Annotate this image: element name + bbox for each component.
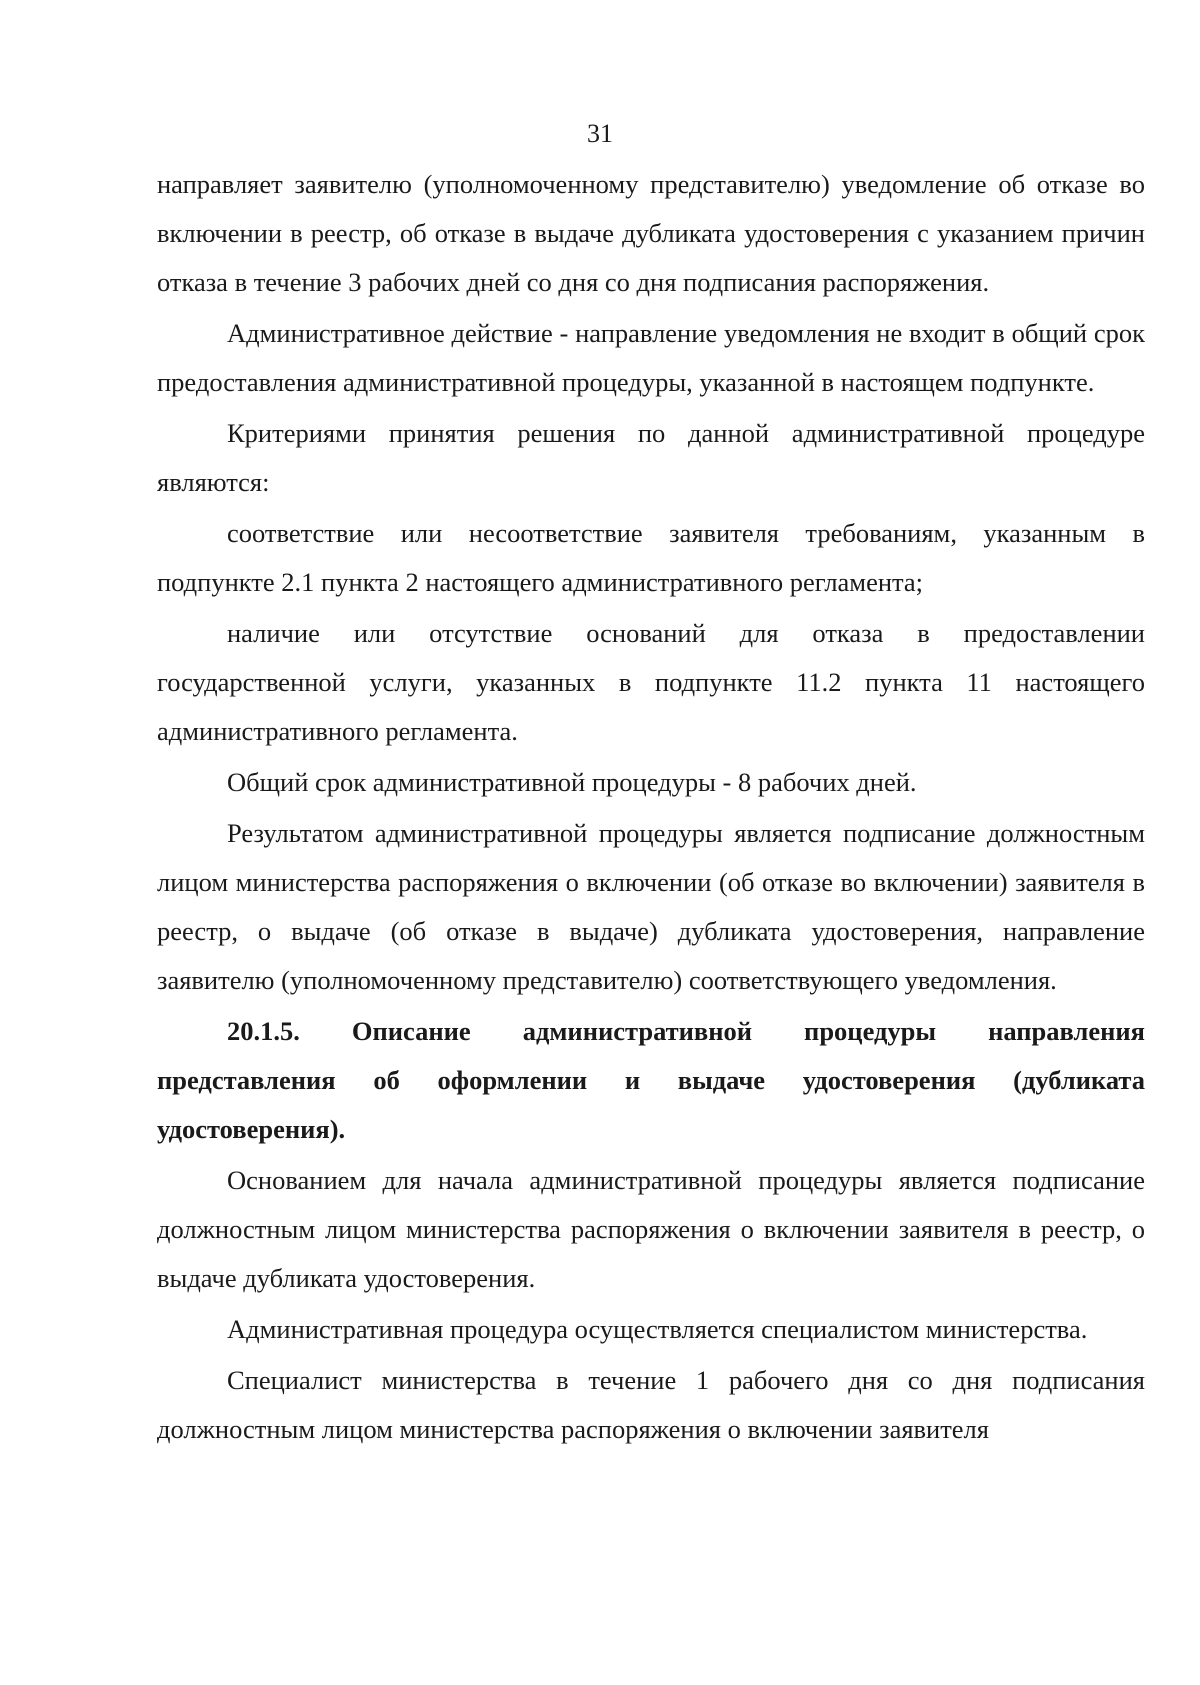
- paragraph-continuation: направляет заявителю (уполномоченному представителю) уведомление об отказе во включении в реестр, об отказе в выдаче дубликата удостоверения с указанием причин отказа в течение 3 рабочих дней со дня со дня подписания распоряжения.: [157, 169, 1145, 297]
- document-body: [157, 160, 1145, 1454]
- paragraph-specialist-action: Специалист министерства в течение 1 рабочего дня со дня подписания должностным лицом министерства распоряжения о включении заявителя: [157, 1365, 1145, 1444]
- paragraph-criterion-compliance: соответствие или несоответствие заявителя требованиям, указанным в подпункте 2.1 пункта 2 настоящего административного регламента;: [157, 518, 1145, 597]
- paragraph-basis: Основанием для начала административной процедуры является подписание должностным лицом министерства распоряжения о включении заявителя в реестр, о выдаче дубликата удостоверения.: [157, 1165, 1145, 1293]
- paragraph-performer: Административная процедура осуществляется специалистом министерства.: [227, 1314, 1088, 1344]
- paragraph-total-duration: Общий срок административной процедуры - 8 рабочих дней.: [227, 767, 917, 797]
- paragraph-criterion-refusal-grounds: наличие или отсутствие оснований для отказа в предоставлении государственной услуги, указанных в подпункте 11.2 пункта 11 настоящего административного регламента.: [157, 618, 1145, 746]
- paragraph-administrative-action: Административное действие - направление уведомления не входит в общий срок предоставления административной процедуры, указанной в настоящем подпункте.: [157, 318, 1145, 397]
- paragraph-decision-criteria: Критериями принятия решения по данной административной процедуре являются:: [157, 418, 1145, 497]
- page-number: 31: [587, 119, 613, 148]
- paragraph-result: Результатом административной процедуры является подписание должностным лицом министерства распоряжения о включении (об отказе во включении) заявителя в реестр, о выдаче (об отказе в выдаче) дубликата удостоверения, направление заявителю (уполномоченному представителю) соответствующего уведомления.: [157, 818, 1145, 995]
- section-heading-20-1-5: 20.1.5. Описание административной процедуры направления представления об оформлении и выдаче удостоверения (дубликата удостоверения).: [157, 1016, 1145, 1144]
